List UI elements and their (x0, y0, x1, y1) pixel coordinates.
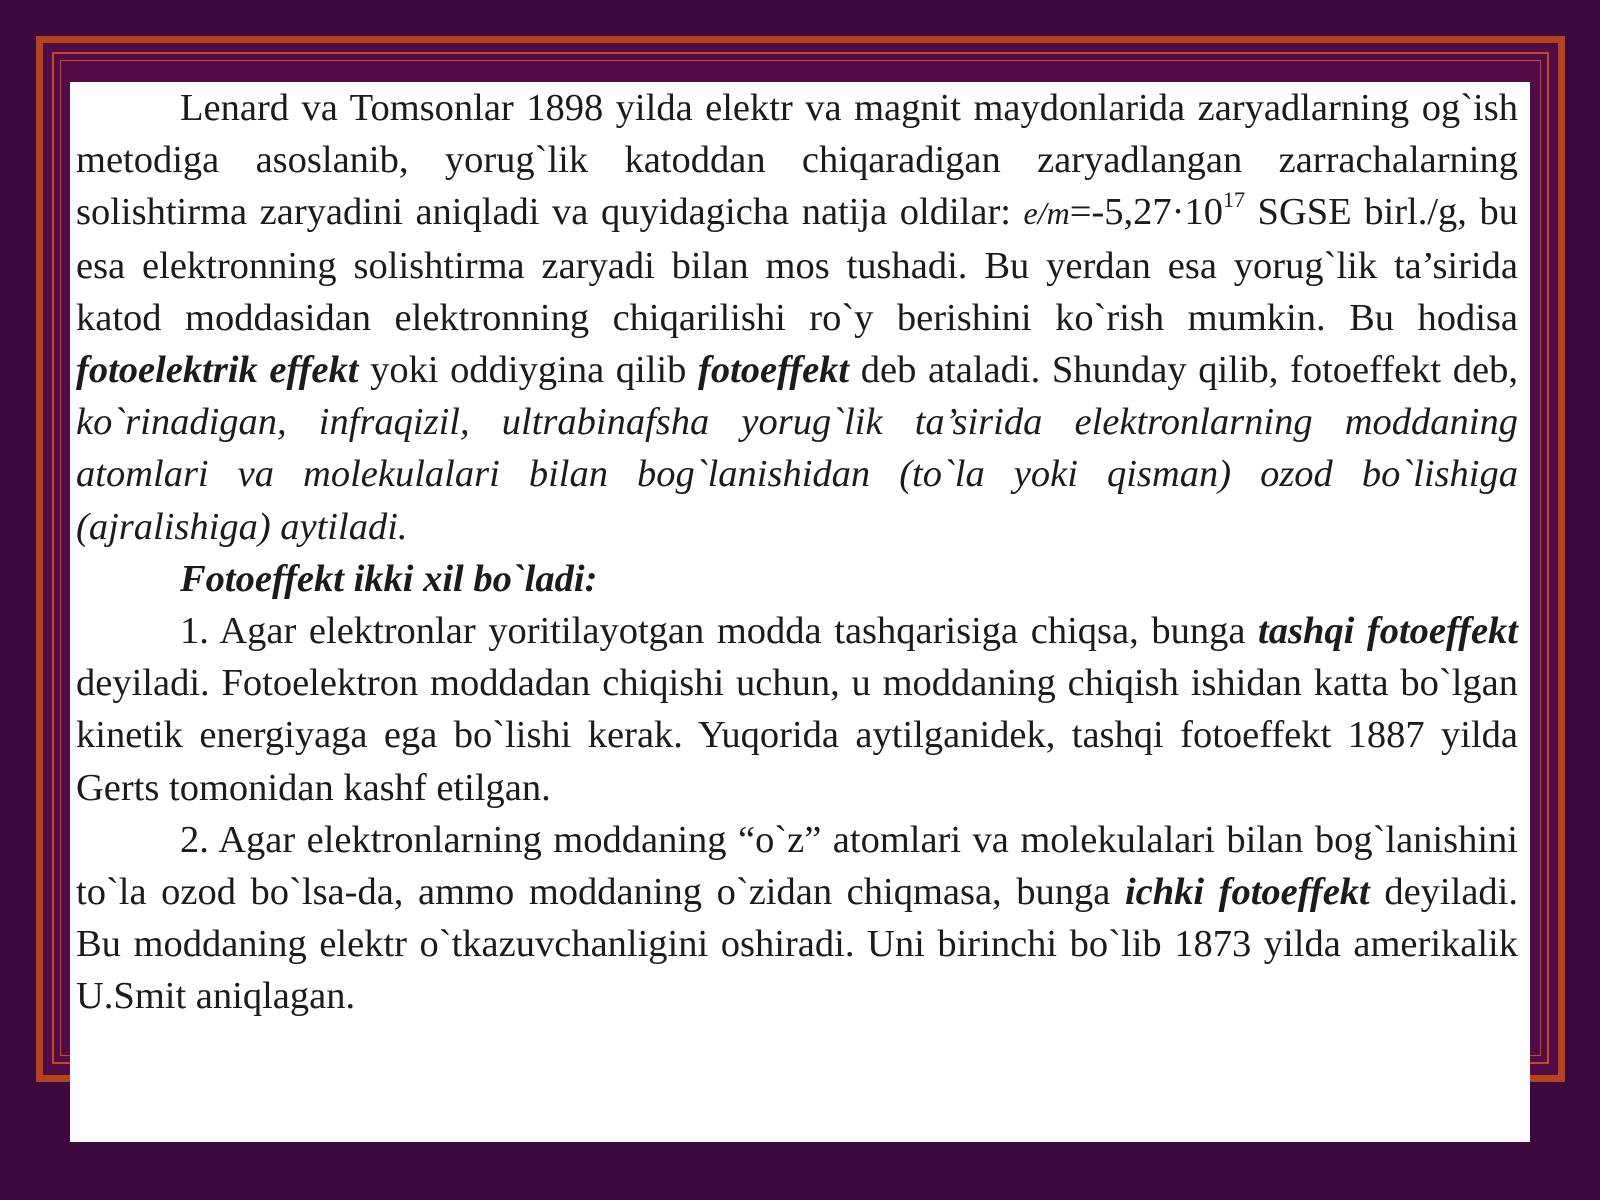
text-run: yoki oddiygina qilib (358, 349, 699, 392)
paragraph-internal-photoeffect (76, 814, 1518, 1023)
term-tashqi-fotoeffekt: tashqi fotoeffekt (1258, 610, 1518, 653)
section-heading: Fotoeffekt ikki xil bo`ladi: (180, 557, 598, 600)
text-run: deb ataladi. Shunday qilib, fotoeffekt deb, (849, 349, 1518, 392)
text-run: 1. Agar elektronlar yoritilayotgan modda tashqarisiga chiqsa, bunga (180, 610, 1259, 653)
text-run: deyiladi. Bu moddaning elektr o`tkazuvchanligini oshiradi. Uni birinchi bo`lib 1873 yilda amerikalik U.Smit aniqlagan. (76, 871, 1518, 1018)
text-run: deyiladi. Fotoelektron moddadan chiqishi uchun, u moddaning chiqish ishidan katta bo`lgan kinetik energiyaga ega bo`lishi kerak. Yuqorida aytilganidek, tashqi fotoeffekt 1887 yilda Gerts tomonidan kashf etilgan. (76, 662, 1518, 809)
text-run: 2. Agar elektronlarning moddaning “o`z” atomlari va molekulalari bilan bog`lanishini to`la ozod bo`lsa-da, ammo moddaning o`zidan chiqmasa, bunga (76, 818, 1518, 914)
term-ichki-fotoeffekt: ichki fotoeffekt (1124, 871, 1370, 914)
term-fotoeffekt: fotoeffekt (698, 349, 850, 392)
formula-exponent: 17 (1222, 186, 1245, 212)
text-run: Lenard va Tomsonlar 1898 yilda elektr va magnit maydonlarida zaryadlarning og`ish metodiga asoslanib, yorug`lik katoddan chiqaradigan zaryadlangan zarrachalarning solishtirma zaryadini aniqladi va quyidagicha natija oldilar: (76, 87, 1518, 234)
formula-value: =-5,27·10 (1069, 191, 1223, 234)
paragraph-external-photoeffect (76, 605, 1518, 814)
formula-e-over-m: e/m (1023, 195, 1070, 232)
term-fotoelektrik-effekt: fotoelektrik effekt (76, 349, 359, 392)
definition-italic: ko`rinadigan, infraqizil, ultrabinafsha yorug`lik ta’sirida elektronlarning moddaning atomlari va molekulalari bilan bog`lanishidan (to`la yoki qisman) ozod bo`lishiga (ajralishiga) aytiladi. (76, 401, 1518, 548)
text-run: SGSE birl./g, bu esa elektronning solishtirma zaryadi bilan mos tushadi. Bu yerdan esa yorug`lik ta’sirida katod moddasidan elektronning chiqarilishi ro`y berishini ko`rish mumkin. Bu hodisa (76, 191, 1518, 339)
document-page (70, 82, 1530, 1142)
paragraph-lenard-tomson (76, 82, 1518, 553)
